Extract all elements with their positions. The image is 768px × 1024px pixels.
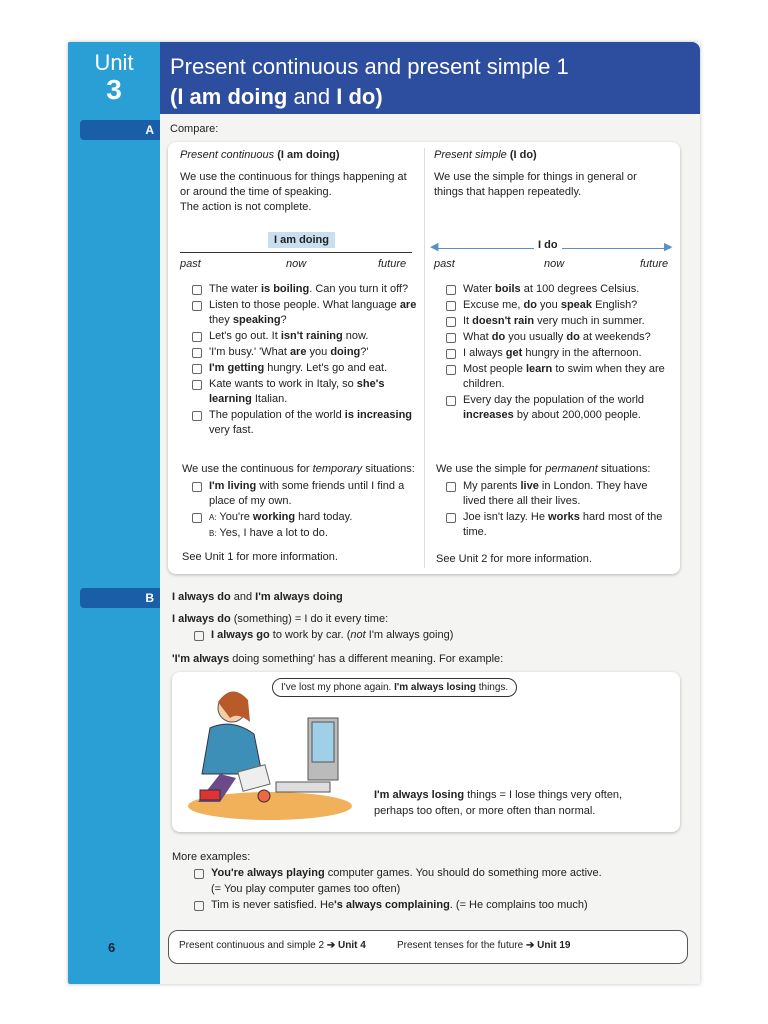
example-text: I always get hungry in the afternoon. xyxy=(463,347,642,359)
left-future: future xyxy=(378,258,407,270)
left-past: past xyxy=(180,258,201,270)
checkbox-icon xyxy=(446,301,456,311)
example-item xyxy=(446,346,672,361)
different-meaning-text: 'I'm always doing something' has a different meaning. For example: xyxy=(172,653,504,665)
cross-reference-footer xyxy=(168,930,688,964)
checkbox-icon xyxy=(192,348,202,358)
example-text: It doesn't rain very much in summer. xyxy=(463,315,645,327)
page-number: 6 xyxy=(108,940,116,955)
example-item xyxy=(192,298,418,328)
right-heading: Present simple (I do) xyxy=(434,149,537,161)
checkbox-icon xyxy=(192,301,202,311)
checkbox-icon xyxy=(192,380,202,390)
more-examples-label: More examples: xyxy=(172,851,251,863)
example-item xyxy=(446,314,672,329)
right-arrow-icon: ▶ xyxy=(664,241,673,253)
always-do-example: I always go to work by car. (not I'm always going) xyxy=(194,628,634,644)
example-text: I'm living with some friends until I find a place of my own. xyxy=(209,480,405,507)
footer-link-unit-4[interactable]: Present continuous and simple 2 ➔ Unit 4 xyxy=(179,940,366,951)
example-text: Joe isn't lazy. He works hard most of the time. xyxy=(463,511,663,538)
dialog-example: A: You're working hard today. B: Yes, I have a lot to do. xyxy=(192,510,418,542)
example-item xyxy=(192,361,418,376)
arrow-icon: ➔ xyxy=(525,940,535,951)
checkbox-icon xyxy=(192,482,202,492)
compare-label: Compare: xyxy=(170,123,219,135)
footer-link-unit-19[interactable]: Present tenses for the future ➔ Unit 19 xyxy=(397,940,571,951)
example-text: 'I'm busy.' 'What are you doing?' xyxy=(209,346,369,358)
always-losing-caption: I'm always losing things = I lose things very often, xyxy=(374,789,623,801)
example-item xyxy=(192,377,418,407)
section-b-heading: I always do and I'm always doing xyxy=(172,591,343,603)
example-text: Water boils at 100 degrees Celsius. xyxy=(463,283,640,295)
example-text: The population of the world is increasing very fast. xyxy=(209,409,413,436)
illustration-panel xyxy=(172,672,680,832)
example-item xyxy=(446,282,672,297)
column-divider xyxy=(424,148,425,568)
left-arrow-icon: ◀ xyxy=(430,241,439,253)
example-item xyxy=(192,282,418,297)
permanent-rule: We use the simple for permanent situations: xyxy=(436,463,651,475)
unit-number: 3 xyxy=(106,74,122,105)
more-examples: You're always playing computer games. You should do something more active. (= You play computer games too often) Tim is never satisfied. He's always complaining. (= He complains too much) xyxy=(194,866,664,914)
right-past: past xyxy=(434,258,455,270)
left-description: We use the continuous for things happening at or around the time of speaking. The action is not complete. xyxy=(180,171,407,213)
checkbox-icon xyxy=(192,364,202,374)
checkbox-icon xyxy=(446,333,456,343)
checkbox-icon xyxy=(192,285,202,295)
checkbox-icon xyxy=(446,349,456,359)
comparison-panel xyxy=(168,142,680,574)
example-item xyxy=(192,479,418,509)
unit-badge xyxy=(68,42,160,112)
section-b-tab: B xyxy=(80,588,160,608)
arrow-icon: ➔ xyxy=(326,940,336,951)
right-now: now xyxy=(544,258,565,270)
example-item xyxy=(192,329,418,344)
example-text: My parents live in London. They have lived there all their lives. xyxy=(463,480,648,507)
checkbox-icon xyxy=(192,411,202,421)
left-heading: Present continuous (I am doing) xyxy=(180,149,340,161)
left-margin-band xyxy=(68,42,160,984)
page-subtitle: (I am doing and I do) xyxy=(170,84,383,109)
example-item xyxy=(446,393,672,423)
example-text: I'm getting hungry. Let's go and eat. xyxy=(209,362,388,374)
checkbox-icon xyxy=(194,869,204,879)
content-area xyxy=(160,114,700,984)
example-item xyxy=(192,408,418,438)
woman-searching-illustration xyxy=(180,678,360,828)
example-text: Let's go out. It isn't raining now. xyxy=(209,330,369,342)
example-text: Every day the population of the world increases by about 200,000 people. xyxy=(463,394,645,421)
example-item xyxy=(446,510,672,540)
checkbox-icon xyxy=(446,396,456,406)
right-examples xyxy=(446,282,672,424)
checkbox-icon xyxy=(446,317,456,327)
checkbox-icon xyxy=(192,332,202,342)
checkbox-icon xyxy=(446,365,456,375)
i-do-label: I do xyxy=(534,238,562,253)
right-permanent-examples xyxy=(446,479,672,541)
speech-bubble: I've lost my phone again. I'm always losing things. xyxy=(272,678,517,697)
checkbox-icon xyxy=(194,631,204,641)
checkbox-icon xyxy=(194,901,204,911)
example-text: Excuse me, do you speak English? xyxy=(463,299,638,311)
textbook-page xyxy=(68,42,700,984)
right-description: We use the simple for things in general or things that happen repeatedly. xyxy=(434,171,637,198)
example-item xyxy=(192,345,418,360)
i-am-doing-label: I am doing xyxy=(268,232,335,248)
right-see-unit: See Unit 2 for more information. xyxy=(436,553,592,565)
page-title: Present continuous and present simple 1 xyxy=(170,54,569,79)
example-text: What do you usually do at weekends? xyxy=(463,331,651,343)
example-item xyxy=(446,298,672,313)
left-see-unit: See Unit 1 for more information. xyxy=(182,551,338,563)
always-do-definition: I always do (something) = I do it every time: xyxy=(172,613,389,625)
left-examples xyxy=(192,282,418,439)
example-text: The water is boiling. Can you turn it off? xyxy=(209,283,409,295)
unit-word: Unit xyxy=(94,50,134,75)
left-temporary-examples xyxy=(192,479,418,510)
checkbox-icon xyxy=(446,482,456,492)
example-text: Most people learn to swim when they are children. xyxy=(463,363,665,390)
temporary-rule: We use the continuous for temporary situations: xyxy=(182,463,415,475)
always-losing-caption-2: perhaps too often, or more often than normal. xyxy=(374,805,596,817)
example-item xyxy=(446,479,672,509)
title-bar xyxy=(160,42,700,114)
example-item xyxy=(446,330,672,345)
example-text: Listen to those people. What language are they speaking? xyxy=(209,299,417,326)
checkbox-icon xyxy=(192,513,202,523)
checkbox-icon xyxy=(446,285,456,295)
example-item xyxy=(446,362,672,392)
section-a-tab: A xyxy=(80,120,160,140)
example-text: Kate wants to work in Italy, so she's learning Italian. xyxy=(209,378,385,405)
left-timeline xyxy=(180,252,412,253)
left-now: now xyxy=(286,258,307,270)
right-future: future xyxy=(640,258,669,270)
checkbox-icon xyxy=(446,513,456,523)
